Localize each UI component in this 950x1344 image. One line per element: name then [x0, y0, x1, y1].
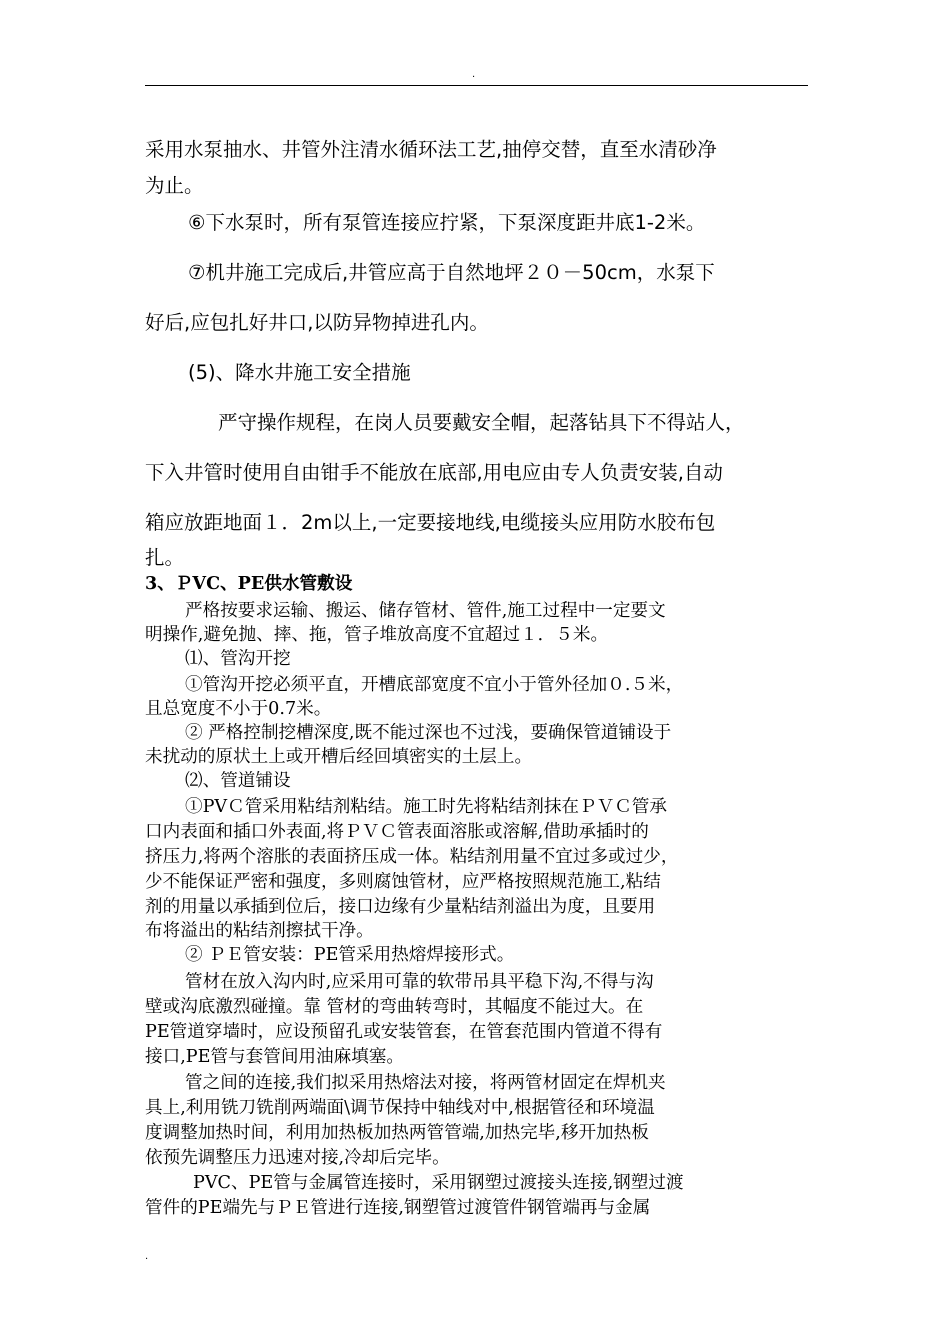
body-line: 采用水泵抽水、井管外注清水循环法工艺,抽停交替，直至水清砂净 [145, 138, 717, 161]
body-line: PVC、PE管与金属管连接时，采用钢塑过渡接头连接,钢塑过渡 [193, 1173, 684, 1193]
body-line: 依预先调整压力迅速对接,冷却后完毕。 [145, 1148, 450, 1168]
body-line: 下入井管时使用自由钳手不能放在底部,用电应由专人负责安装,自动 [145, 461, 723, 484]
body-line: 且总宽度不小于0.7米。 [145, 699, 332, 719]
body-line: ② 严格控制挖槽深度,既不能过深也不过浅，要确保管道铺设于 [185, 723, 672, 743]
section-heading: 3、ＰVC、PE供水管敷设 [145, 573, 353, 594]
body-line: 管材在放入沟内时,应采用可靠的软带吊具平稳下沟,不得与沟 [185, 972, 654, 992]
body-line: ⑦机井施工完成后,井管应高于自然地坪２０－50cm，水泵下 [188, 261, 715, 284]
subsection-heading: ⑴、管沟开挖 [185, 649, 291, 669]
body-line: 严格按要求运输、搬运、储存管材、管件,施工过程中一定要文 [185, 601, 666, 621]
body-line: 剂的用量以承插到位后，接口边缘有少量粘结剂溢出为度，且要用 [145, 897, 656, 917]
body-line: ①PVＣ管采用粘结剂粘结。施工时先将粘结剂抹在ＰＶＣ管承 [185, 797, 667, 817]
body-line: ② ＰＥ管安装：PE管采用热熔焊接形式。 [185, 945, 515, 965]
subsection-heading: ⑵、管道铺设 [185, 771, 291, 791]
section-heading: (5)、降水井施工安全措施 [188, 361, 411, 384]
footer-dot: . [145, 1251, 149, 1262]
body-line: 管件的PE端先与ＰＥ管进行连接,钢塑管过渡管件钢管端再与金属 [145, 1198, 651, 1218]
body-line: 明操作,避免抛、摔、拖，管子堆放高度不宜超过１．５米。 [145, 625, 609, 645]
body-line: 壁或沟底激烈碰撞。靠 管材的弯曲转弯时，其幅度不能过大。在 [145, 997, 644, 1017]
body-line: 少不能保证严密和强度，多则腐蚀管材，应严格按照规范施工,粘结 [145, 872, 661, 892]
body-line: 严守操作规程，在岗人员要戴安全帽，起落钻具下不得站人， [218, 411, 745, 434]
body-line: 箱应放距地面１．2m以上,一定要接地线,电缆接头应用防水胶布包 [145, 511, 716, 534]
body-line: 挤压力,将两个溶胀的表面挤压成一体。粘结剂用量不宜过多或过少， [145, 847, 679, 867]
body-line: 未扰动的原状土上或开槽后经回填密实的土层上。 [145, 747, 533, 767]
body-line: 具上,利用铣刀铣削两端面\调节保持中轴线对中,根据管径和环境温 [145, 1098, 655, 1118]
body-line: PE管道穿墙时，应设预留孔或安装管套，在管套范围内管道不得有 [145, 1022, 663, 1042]
body-line: 好后,应包扎好井口,以防异物掉进孔内。 [145, 311, 489, 334]
body-line: 度调整加热时间，利用加热板加热两管管端,加热完毕,移开加热板 [145, 1123, 649, 1143]
body-line: 口内表面和插口外表面,将ＰＶＣ管表面溶胀或溶解,借助承插时的 [145, 822, 649, 842]
body-line: 扎。 [145, 546, 185, 569]
body-line: 布将溢出的粘结剂擦拭干净。 [145, 921, 374, 941]
body-line: ①管沟开挖必须平直，开槽底部宽度不宜小于管外径加０.５米， [185, 675, 684, 695]
header-dot: . [472, 69, 476, 80]
body-line: ⑥下水泵时，所有泵管连接应拧紧，下泵深度距井底1-2米。 [188, 211, 706, 234]
body-line: 为止。 [145, 174, 204, 197]
body-line: 管之间的连接,我们拟采用热熔法对接，将两管材固定在焊机夹 [185, 1073, 666, 1093]
header-rule [145, 85, 808, 86]
body-line: 接口,PE管与套管间用油麻填塞。 [145, 1047, 404, 1067]
